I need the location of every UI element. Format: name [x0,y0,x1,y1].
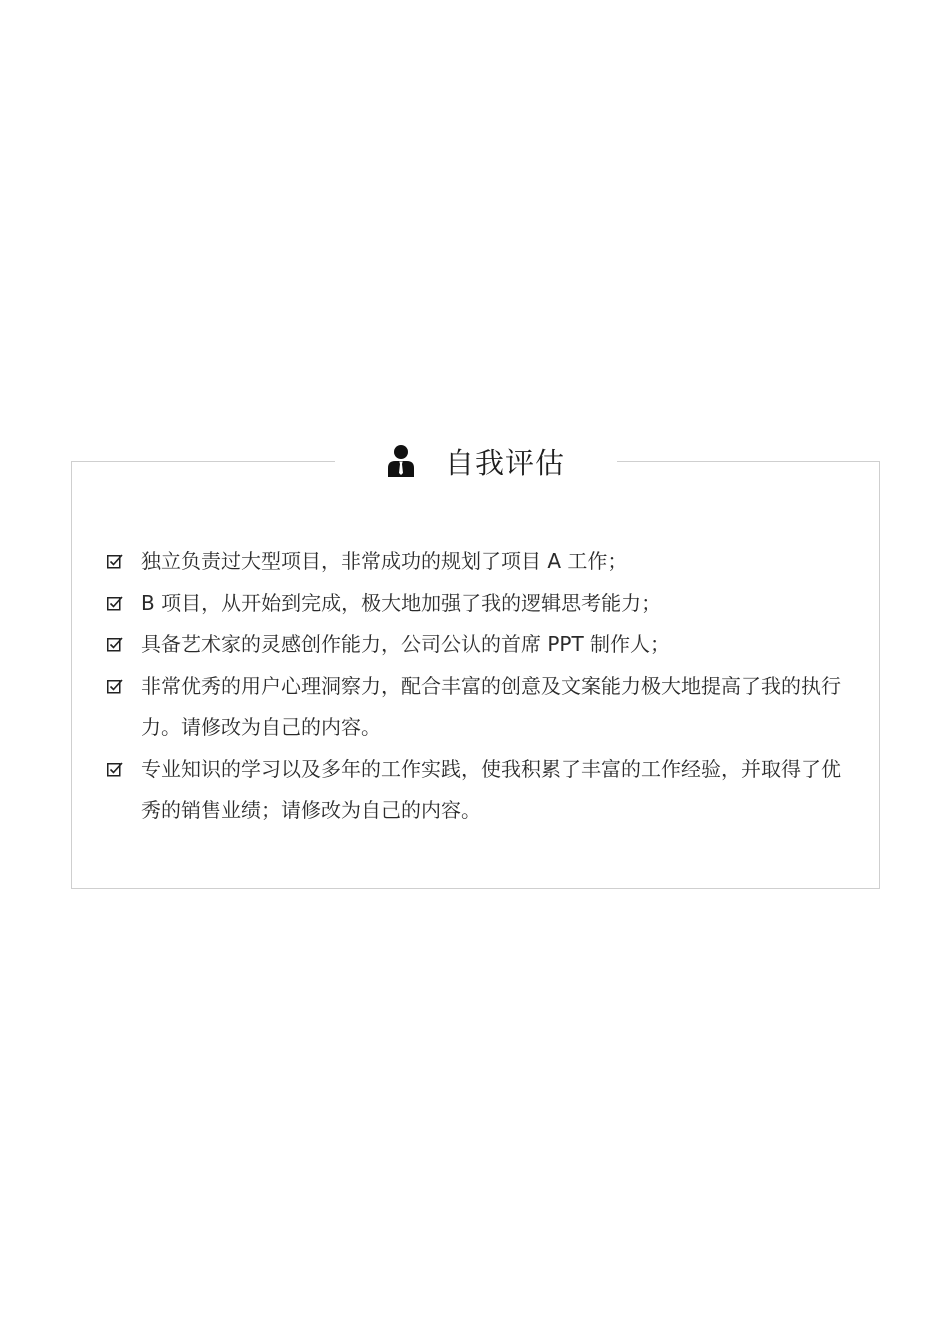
section-title: 自我评估 [444,445,565,480]
checkbox-checked-icon [107,761,123,777]
evaluation-list [104,541,844,832]
list-item-text: 具备艺术家的灵感创作能力，公司公认的首席 PPT 制作人； [141,632,671,656]
list-item-text: 专业知识的学习以及多年的工作实践，使我积累了丰富的工作经验，并取得了优秀的销售业绩；请修改为自己的内容。 [141,756,841,822]
list-item-text: 独立负责过大型项目，非常成功的规划了项目 A 工作； [141,549,628,573]
section-header [335,436,617,486]
list-item [104,624,844,666]
list-item [104,583,844,625]
checkbox-checked-icon [107,636,123,652]
person-icon [387,444,415,478]
list-item-text: B 项目，从开始到完成，极大地加强了我的逻辑思考能力； [141,590,662,615]
checkbox-checked-icon [107,678,123,694]
list-item-text: 非常优秀的用户心理洞察力，配合丰富的创意及文案能力极大地提高了我的执行力。请修改为自己的内容。 [141,673,841,739]
checkbox-checked-icon [107,595,123,611]
list-item [104,666,844,749]
checkbox-checked-icon [107,553,123,569]
list-item [104,749,844,832]
list-item [104,541,844,583]
